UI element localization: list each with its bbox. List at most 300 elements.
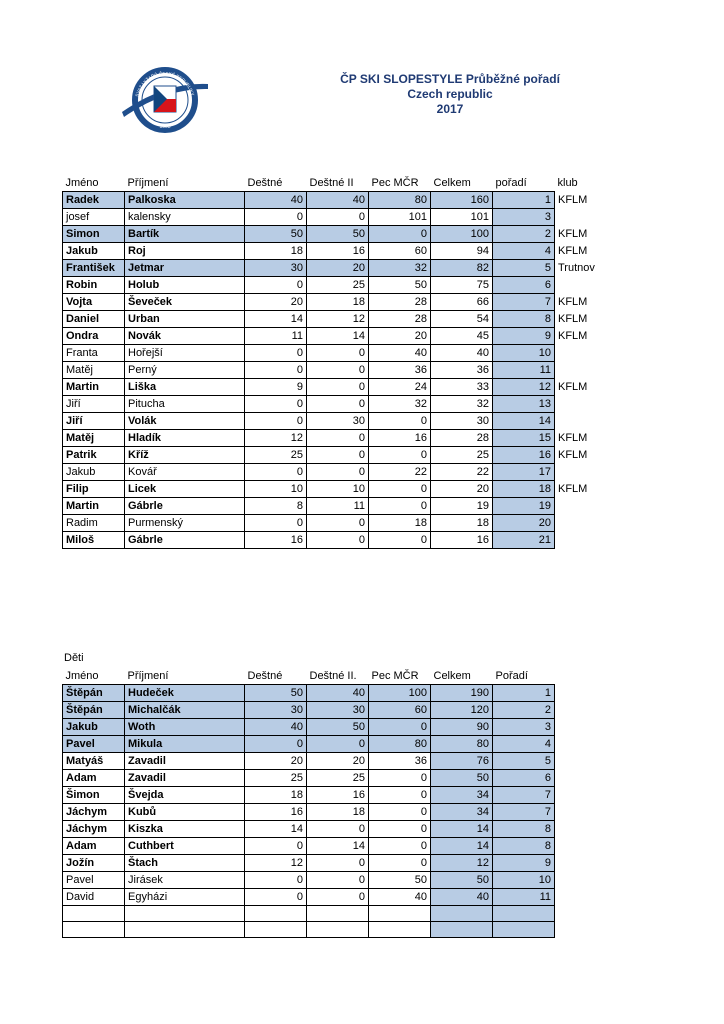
club-cell	[555, 532, 615, 549]
rank-cell: 20	[493, 515, 555, 532]
rank-cell: 3	[493, 719, 555, 736]
first-name-cell: Matyáš	[63, 753, 125, 770]
total-cell: 190	[431, 685, 493, 702]
last-name-cell: Liška	[125, 379, 245, 396]
destne-cell: 25	[245, 770, 307, 787]
table-row	[63, 855, 555, 872]
total-cell: 80	[431, 736, 493, 753]
destne-cell: 0	[245, 515, 307, 532]
pec-mcr-cell: 0	[369, 226, 431, 243]
first-name-cell: Matěj	[63, 430, 125, 447]
table-row	[63, 922, 555, 938]
table-row	[63, 243, 615, 260]
destne-cell: 14	[245, 821, 307, 838]
last-name-cell: Jirásek	[125, 872, 245, 889]
column-header: klub	[557, 177, 578, 190]
pec-mcr-cell: 0	[369, 855, 431, 872]
last-name-cell: Bartík	[125, 226, 245, 243]
table-row	[63, 209, 615, 226]
club-cell: KFLM	[558, 449, 588, 461]
table-row	[63, 311, 615, 328]
destne-ii-cell: 0	[307, 872, 369, 889]
last-name-cell: Kubů	[125, 804, 245, 821]
destne-cell: 50	[245, 685, 307, 702]
rank-cell: 4	[493, 243, 555, 260]
table-row	[63, 804, 555, 821]
destne-ii-cell: 20	[307, 753, 369, 770]
total-cell: 36	[431, 362, 493, 379]
header-row	[63, 175, 615, 192]
destne-cell: 12	[245, 855, 307, 872]
total-cell: 14	[431, 838, 493, 855]
rank-cell: 1	[493, 192, 555, 209]
table-row	[63, 872, 555, 889]
last-name-cell: Purmenský	[125, 515, 245, 532]
first-name-cell: Martin	[63, 498, 125, 515]
club-cell: KFLM	[558, 330, 588, 342]
rank-cell: 5	[493, 260, 555, 277]
rank-cell: 7	[493, 294, 555, 311]
first-name-cell: Pavel	[63, 872, 125, 889]
pec-mcr-cell: 0	[369, 804, 431, 821]
logo-text-top: SVAZ LYŽAŘŮ ČESKÉ REPUBLIKY	[134, 70, 196, 98]
destne-ii-cell: 40	[307, 685, 369, 702]
club-cell	[555, 277, 615, 294]
pec-mcr-cell: 28	[369, 311, 431, 328]
rank-cell: 5	[493, 753, 555, 770]
club-cell	[555, 345, 615, 362]
rank-cell: 6	[493, 770, 555, 787]
total-cell: 19	[431, 498, 493, 515]
pec-mcr-cell: 50	[369, 872, 431, 889]
table-row	[63, 753, 555, 770]
table-row	[63, 532, 615, 549]
table-row	[63, 362, 615, 379]
destne-ii-cell: 30	[307, 413, 369, 430]
destne-cell: 30	[245, 702, 307, 719]
pec-mcr-cell: 0	[369, 413, 431, 430]
total-cell: 100	[431, 226, 493, 243]
pec-mcr-cell: 50	[369, 277, 431, 294]
table-row	[63, 192, 615, 209]
total-cell: 76	[431, 753, 493, 770]
total-cell: 40	[431, 345, 493, 362]
column-header: Příjmení	[127, 177, 169, 189]
last-name-cell: Hladík	[125, 430, 245, 447]
first-name-cell: Daniel	[63, 311, 125, 328]
club-cell: KFLM	[558, 432, 588, 444]
destne-cell: 0	[245, 396, 307, 413]
destne-cell: 0	[245, 889, 307, 906]
table-row	[63, 294, 615, 311]
club-cell: KFLM	[558, 483, 588, 495]
last-name-cell: Zavadil	[125, 770, 245, 787]
destne-ii-cell: 20	[307, 260, 369, 277]
pec-mcr-cell: 20	[369, 328, 431, 345]
rank-cell: 14	[493, 413, 555, 430]
table-row	[63, 498, 615, 515]
first-name-cell: Pavel	[63, 736, 125, 753]
pec-mcr-cell: 40	[369, 889, 431, 906]
page-title	[330, 72, 570, 117]
total-cell: 20	[431, 481, 493, 498]
club-cell: KFLM	[558, 228, 588, 240]
pec-mcr-cell: 0	[369, 719, 431, 736]
total-cell: 90	[431, 719, 493, 736]
last-name-cell: Kříž	[125, 447, 245, 464]
pec-mcr-cell: 0	[369, 481, 431, 498]
table-row	[63, 447, 615, 464]
pec-mcr-cell: 80	[369, 736, 431, 753]
last-name-cell: Štach	[125, 855, 245, 872]
total-cell: 94	[431, 243, 493, 260]
last-name-cell: Ševeček	[125, 294, 245, 311]
rank-cell: 7	[493, 804, 555, 821]
table-row	[63, 396, 615, 413]
total-cell: 16	[431, 532, 493, 549]
total-cell: 12	[431, 855, 493, 872]
pec-mcr-cell: 36	[369, 362, 431, 379]
first-name-cell	[63, 922, 125, 938]
last-name-cell: Volák	[125, 413, 245, 430]
destne-ii-cell: 0	[307, 430, 369, 447]
table-row	[63, 719, 555, 736]
last-name-cell: Hořejší	[125, 345, 245, 362]
total-cell: 54	[431, 311, 493, 328]
first-name-cell: Jáchym	[63, 821, 125, 838]
destne-cell	[245, 906, 307, 922]
last-name-cell: kalensky	[125, 209, 245, 226]
destne-cell: 0	[245, 209, 307, 226]
destne-ii-cell: 10	[307, 481, 369, 498]
rank-cell: 11	[493, 889, 555, 906]
rank-cell: 6	[493, 277, 555, 294]
rank-cell: 2	[493, 226, 555, 243]
destne-cell: 14	[245, 311, 307, 328]
pec-mcr-cell: 101	[369, 209, 431, 226]
total-cell: 32	[431, 396, 493, 413]
total-cell	[431, 922, 493, 938]
pec-mcr-cell: 0	[369, 821, 431, 838]
pec-mcr-cell: 0	[369, 532, 431, 549]
pec-mcr-cell: 18	[369, 515, 431, 532]
column-header: Deštné II	[309, 177, 354, 189]
table-row	[63, 345, 615, 362]
club-cell	[555, 396, 615, 413]
destne-cell: 12	[245, 430, 307, 447]
first-name-cell: Robin	[63, 277, 125, 294]
column-header: pořadí	[495, 177, 527, 189]
table-row	[63, 430, 615, 447]
pec-mcr-cell: 32	[369, 396, 431, 413]
first-name-cell: Štěpán	[63, 702, 125, 719]
last-name-cell: Mikula	[125, 736, 245, 753]
column-header: Pořadí	[495, 670, 528, 682]
rank-cell: 21	[493, 532, 555, 549]
destne-ii-cell: 50	[307, 719, 369, 736]
header-row	[63, 668, 555, 685]
last-name-cell: Novák	[125, 328, 245, 345]
destne-cell: 20	[245, 753, 307, 770]
table-row	[63, 277, 615, 294]
pec-mcr-cell: 24	[369, 379, 431, 396]
last-name-cell: Kovář	[125, 464, 245, 481]
rank-cell: 4	[493, 736, 555, 753]
first-name-cell: Ondra	[63, 328, 125, 345]
table-row	[63, 736, 555, 753]
last-name-cell: Švejda	[125, 787, 245, 804]
last-name-cell: Zavadil	[125, 753, 245, 770]
first-name-cell: Šimon	[63, 787, 125, 804]
column-header: Celkem	[433, 670, 471, 682]
destne-cell: 0	[245, 736, 307, 753]
pec-mcr-cell: 60	[369, 702, 431, 719]
pec-mcr-cell	[369, 906, 431, 922]
rank-cell	[493, 906, 555, 922]
destne-cell: 10	[245, 481, 307, 498]
destne-cell: 50	[245, 226, 307, 243]
column-header: Deštné	[247, 177, 283, 189]
title-line-2: Czech republic	[407, 87, 493, 101]
first-name-cell: Simon	[63, 226, 125, 243]
table-row	[63, 328, 615, 345]
first-name-cell: Jiří	[63, 396, 125, 413]
total-cell: 50	[431, 872, 493, 889]
pec-mcr-cell: 0	[369, 838, 431, 855]
last-name-cell	[125, 906, 245, 922]
table-row	[63, 226, 615, 243]
last-name-cell: Urban	[125, 311, 245, 328]
destne-ii-cell: 18	[307, 804, 369, 821]
total-cell: 120	[431, 702, 493, 719]
pec-mcr-cell: 16	[369, 430, 431, 447]
first-name-cell	[63, 906, 125, 922]
destne-cell: 8	[245, 498, 307, 515]
destne-cell: 0	[245, 872, 307, 889]
first-name-cell: josef	[63, 209, 125, 226]
last-name-cell: Gábrle	[125, 532, 245, 549]
table-row	[63, 379, 615, 396]
destne-cell: 30	[245, 260, 307, 277]
club-cell	[555, 498, 615, 515]
destne-ii-cell: 14	[307, 328, 369, 345]
destne-ii-cell: 11	[307, 498, 369, 515]
total-cell: 28	[431, 430, 493, 447]
first-name-cell: Patrik	[63, 447, 125, 464]
column-header: Jméno	[65, 670, 99, 682]
total-cell: 22	[431, 464, 493, 481]
total-cell: 33	[431, 379, 493, 396]
club-cell: KFLM	[558, 381, 588, 393]
table-row	[63, 515, 615, 532]
column-header: Pec MČR	[371, 177, 419, 189]
last-name-cell: Michalčák	[125, 702, 245, 719]
rank-cell: 8	[493, 311, 555, 328]
first-name-cell: Adam	[63, 770, 125, 787]
table-row	[63, 838, 555, 855]
first-name-cell: Martin	[63, 379, 125, 396]
logo-text-bottom: 1903	[159, 124, 171, 130]
total-cell	[431, 906, 493, 922]
destne-ii-cell: 0	[307, 855, 369, 872]
pec-mcr-cell: 0	[369, 770, 431, 787]
club-cell: KFLM	[558, 296, 588, 308]
destne-ii-cell: 0	[307, 515, 369, 532]
table-row	[63, 481, 615, 498]
column-header: Příjmení	[127, 670, 169, 682]
destne-ii-cell: 16	[307, 787, 369, 804]
club-cell: KFLM	[558, 194, 588, 206]
rank-cell: 2	[493, 702, 555, 719]
destne-ii-cell: 0	[307, 447, 369, 464]
rank-cell: 3	[493, 209, 555, 226]
rank-cell: 15	[493, 430, 555, 447]
last-name-cell: Palkoska	[125, 192, 245, 209]
total-cell: 45	[431, 328, 493, 345]
pec-mcr-cell: 28	[369, 294, 431, 311]
last-name-cell	[125, 922, 245, 938]
destne-ii-cell: 0	[307, 345, 369, 362]
destne-cell: 40	[245, 719, 307, 736]
table-row	[63, 889, 555, 906]
destne-ii-cell	[307, 922, 369, 938]
destne-ii-cell: 18	[307, 294, 369, 311]
last-name-cell: Roj	[125, 243, 245, 260]
first-name-cell: Jožín	[63, 855, 125, 872]
rank-cell: 8	[493, 838, 555, 855]
rank-cell: 7	[493, 787, 555, 804]
destne-ii-cell: 0	[307, 362, 369, 379]
club-cell	[555, 362, 615, 379]
destne-ii-cell: 16	[307, 243, 369, 260]
destne-cell	[245, 922, 307, 938]
rank-cell: 19	[493, 498, 555, 515]
first-name-cell: Radek	[63, 192, 125, 209]
first-name-cell: Jiří	[63, 413, 125, 430]
rank-cell: 13	[493, 396, 555, 413]
destne-cell: 0	[245, 464, 307, 481]
total-cell: 66	[431, 294, 493, 311]
rank-cell: 18	[493, 481, 555, 498]
first-name-cell: František	[63, 260, 125, 277]
table-row	[63, 821, 555, 838]
destne-ii-cell: 0	[307, 396, 369, 413]
total-cell: 30	[431, 413, 493, 430]
club-cell	[555, 413, 615, 430]
pec-mcr-cell	[369, 922, 431, 938]
club-cell	[555, 515, 615, 532]
destne-cell: 20	[245, 294, 307, 311]
destne-cell: 16	[245, 532, 307, 549]
last-name-cell: Woth	[125, 719, 245, 736]
rank-cell: 9	[493, 855, 555, 872]
club-cell: KFLM	[558, 313, 588, 325]
table-row	[63, 464, 615, 481]
destne-ii-cell: 30	[307, 702, 369, 719]
rank-cell: 12	[493, 379, 555, 396]
last-name-cell: Hudeček	[125, 685, 245, 702]
destne-cell: 0	[245, 345, 307, 362]
destne-cell: 16	[245, 804, 307, 821]
total-cell: 25	[431, 447, 493, 464]
table-row	[63, 685, 555, 702]
destne-cell: 0	[245, 413, 307, 430]
first-name-cell: Radim	[63, 515, 125, 532]
rank-cell: 16	[493, 447, 555, 464]
club-cell: Trutnov	[558, 262, 595, 274]
destne-cell: 0	[245, 362, 307, 379]
destne-ii-cell	[307, 906, 369, 922]
adults-results-table	[62, 175, 615, 549]
rank-cell: 10	[493, 872, 555, 889]
total-cell: 40	[431, 889, 493, 906]
table-row	[63, 787, 555, 804]
first-name-cell: David	[63, 889, 125, 906]
table-row	[63, 770, 555, 787]
pec-mcr-cell: 0	[369, 787, 431, 804]
destne-cell: 0	[245, 838, 307, 855]
ski-association-logo-icon	[120, 62, 210, 134]
destne-ii-cell: 12	[307, 311, 369, 328]
pec-mcr-cell: 32	[369, 260, 431, 277]
rank-cell	[493, 922, 555, 938]
first-name-cell: Miloš	[63, 532, 125, 549]
destne-ii-cell: 0	[307, 379, 369, 396]
total-cell: 101	[431, 209, 493, 226]
club-cell	[555, 464, 615, 481]
pec-mcr-cell: 40	[369, 345, 431, 362]
total-cell: 50	[431, 770, 493, 787]
club-cell: KFLM	[558, 245, 588, 257]
kids-results-table	[62, 668, 555, 938]
destne-cell: 18	[245, 243, 307, 260]
total-cell: 82	[431, 260, 493, 277]
last-name-cell: Perný	[125, 362, 245, 379]
pec-mcr-cell: 36	[369, 753, 431, 770]
column-header: Jméno	[65, 177, 99, 189]
destne-ii-cell: 40	[307, 192, 369, 209]
pec-mcr-cell: 0	[369, 447, 431, 464]
destne-cell: 0	[245, 277, 307, 294]
first-name-cell: Matěj	[63, 362, 125, 379]
table-row	[63, 260, 615, 277]
rank-cell: 17	[493, 464, 555, 481]
column-header: Celkem	[433, 177, 471, 189]
destne-ii-cell: 0	[307, 532, 369, 549]
destne-ii-cell: 50	[307, 226, 369, 243]
total-cell: 18	[431, 515, 493, 532]
last-name-cell: Egyházi	[125, 889, 245, 906]
first-name-cell: Adam	[63, 838, 125, 855]
first-name-cell: Jakub	[63, 719, 125, 736]
last-name-cell: Licek	[125, 481, 245, 498]
rank-cell: 1	[493, 685, 555, 702]
destne-ii-cell: 0	[307, 889, 369, 906]
rank-cell: 10	[493, 345, 555, 362]
first-name-cell: Štěpán	[63, 685, 125, 702]
table-row	[63, 702, 555, 719]
last-name-cell: Holub	[125, 277, 245, 294]
destne-cell: 25	[245, 447, 307, 464]
rank-cell: 11	[493, 362, 555, 379]
first-name-cell: Franta	[63, 345, 125, 362]
club-cell	[555, 209, 615, 226]
total-cell: 160	[431, 192, 493, 209]
kids-caption: Děti	[64, 652, 84, 664]
rank-cell: 8	[493, 821, 555, 838]
total-cell: 75	[431, 277, 493, 294]
destne-ii-cell: 0	[307, 736, 369, 753]
